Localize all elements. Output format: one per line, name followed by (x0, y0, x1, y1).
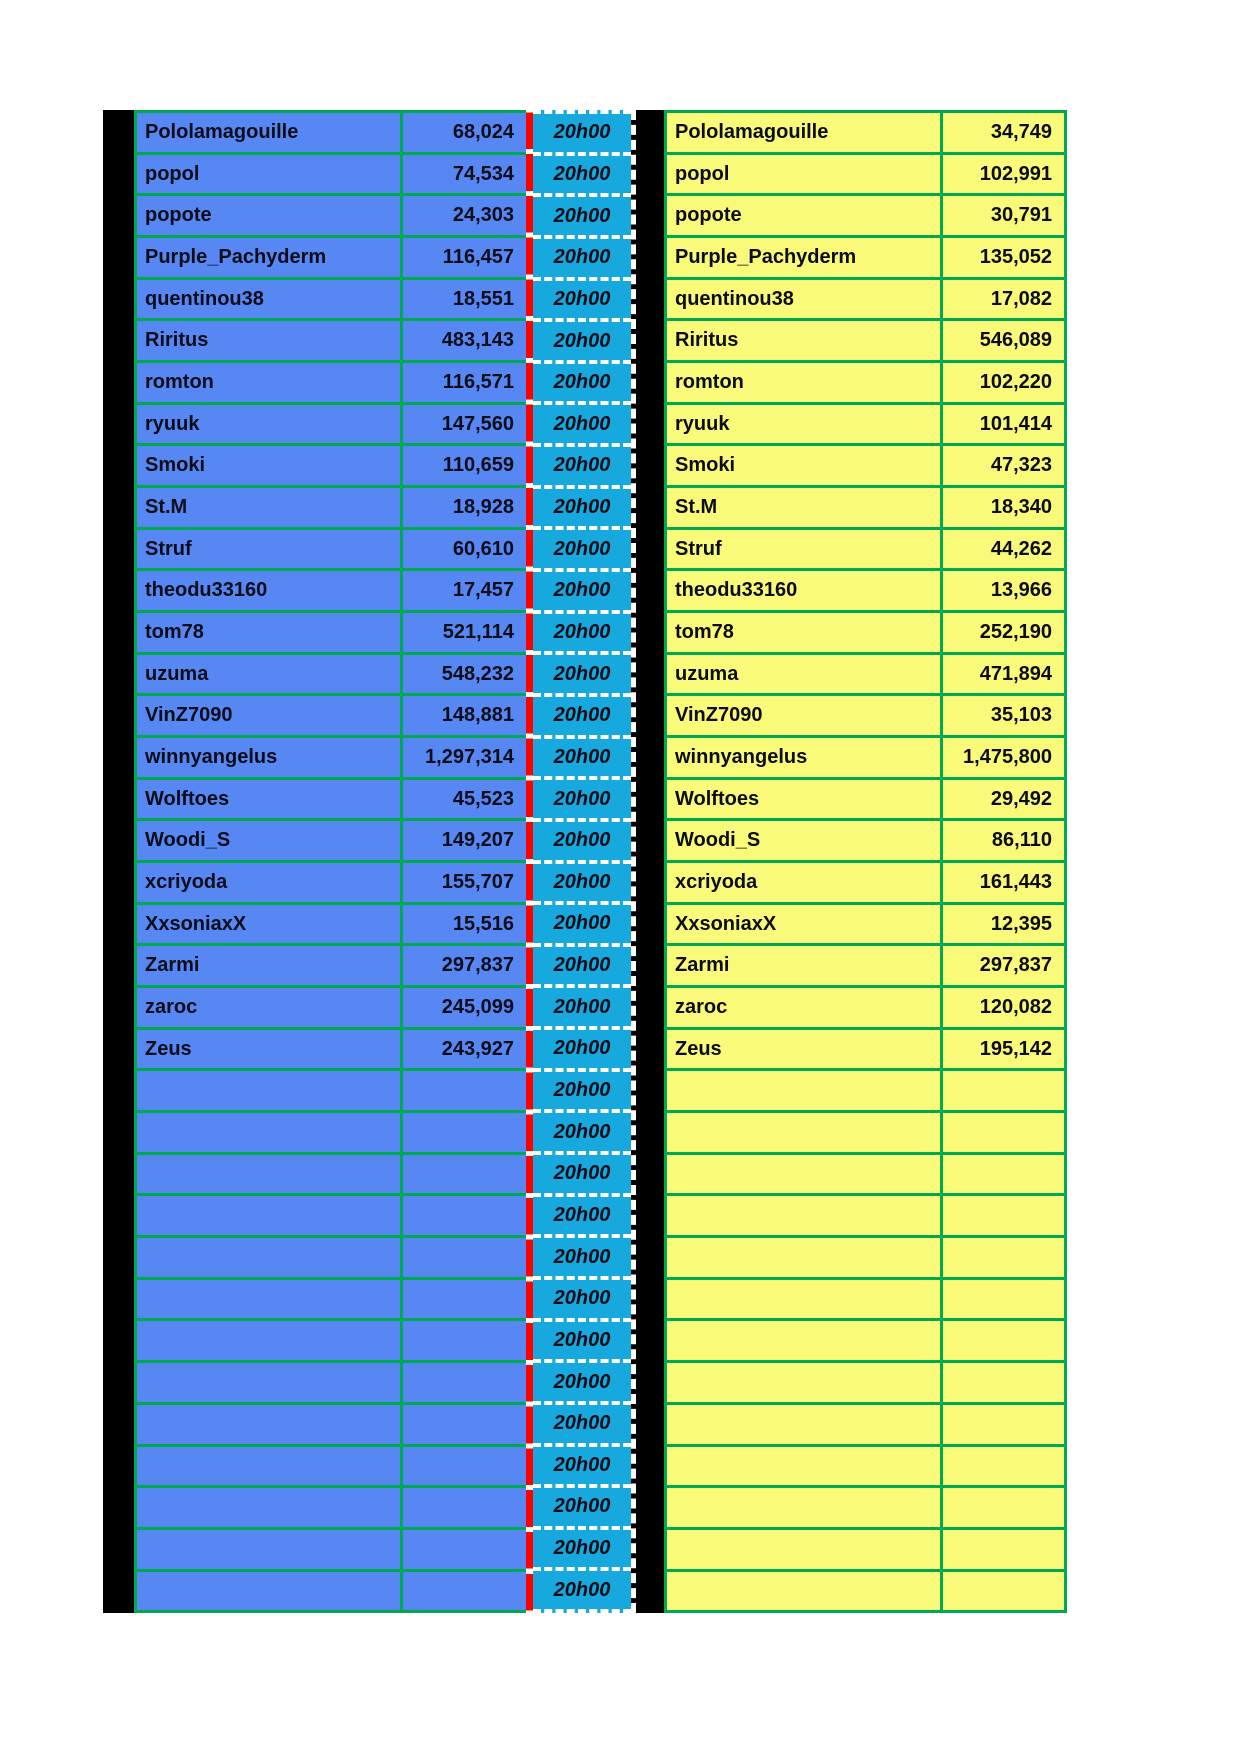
player-score-cell[interactable]: 147,560 (441, 412, 514, 435)
player-name-cell[interactable]: Zarmi (667, 946, 943, 985)
table-row (667, 1321, 1064, 1363)
table-row (667, 613, 1064, 655)
player-name-cell[interactable]: zaroc (667, 988, 943, 1027)
player-name-cell[interactable]: quentinou38 (667, 280, 943, 319)
player-score-cell[interactable]: 68,024 (452, 120, 514, 143)
player-name-cell[interactable]: xcriyoda (137, 863, 403, 902)
player-score-cell[interactable] (403, 1196, 526, 1235)
player-name-cell[interactable] (137, 1321, 403, 1360)
table-row (137, 1321, 526, 1363)
time-cell[interactable]: 20h00 (533, 360, 631, 402)
player-score-cell[interactable]: 86,110 (991, 829, 1052, 852)
table-row (667, 363, 1064, 405)
table-row (137, 1280, 526, 1322)
player-score-cell[interactable]: 483,143 (441, 329, 514, 352)
table-row (667, 1530, 1064, 1572)
player-name-cell[interactable]: Wolftoes (137, 780, 403, 819)
player-name-cell[interactable] (667, 1071, 943, 1110)
table-row (667, 780, 1064, 822)
player-name-cell[interactable] (137, 1530, 403, 1569)
table-row (137, 1238, 526, 1280)
player-score-cell[interactable]: 148,881 (441, 704, 514, 727)
time-cell[interactable]: 20h00 (533, 735, 631, 777)
player-score-cell[interactable] (943, 1530, 1064, 1569)
player-score-cell[interactable] (943, 1238, 1064, 1277)
player-score-cell[interactable] (943, 1321, 1064, 1360)
player-score-cell[interactable] (403, 1488, 526, 1527)
player-score-cell[interactable] (943, 1196, 1064, 1235)
player-name-cell[interactable]: Pololamagouille (137, 113, 403, 152)
table-row (137, 1530, 526, 1572)
player-score-cell[interactable]: 297,837 (441, 954, 514, 977)
player-score-cell[interactable] (943, 1113, 1064, 1152)
table-row (137, 1572, 526, 1614)
time-cell[interactable]: 20h00 (533, 485, 631, 527)
player-name-cell[interactable]: romton (137, 363, 403, 402)
table-row (667, 738, 1064, 780)
player-name-cell[interactable] (667, 1405, 943, 1444)
time-cell[interactable]: 20h00 (533, 818, 631, 860)
player-name-cell[interactable]: popote (137, 196, 403, 235)
player-score-cell[interactable] (403, 1238, 526, 1277)
table-row (137, 446, 526, 488)
table-row (137, 196, 526, 238)
player-name-cell[interactable] (137, 1447, 403, 1486)
time-cell[interactable]: 20h00 (533, 984, 631, 1026)
table-row (137, 613, 526, 655)
player-name-cell[interactable] (137, 1071, 403, 1110)
player-score-cell[interactable]: 252,190 (979, 620, 1052, 643)
time-cell[interactable]: 20h00 (533, 1359, 631, 1401)
time-cell[interactable]: 20h00 (533, 776, 631, 818)
player-name-cell[interactable]: theodu33160 (137, 571, 403, 610)
table-row (137, 1405, 526, 1447)
table-row (667, 1572, 1064, 1614)
time-cell[interactable]: 20h00 (533, 1484, 631, 1526)
time-cell[interactable]: 20h00 (533, 1567, 631, 1613)
player-score-cell[interactable]: 12,395 (990, 912, 1052, 935)
player-name-cell[interactable]: ryuuk (667, 405, 943, 444)
time-cell[interactable]: 20h00 (533, 860, 631, 902)
player-name-cell[interactable] (667, 1113, 943, 1152)
player-score-cell[interactable]: 29,492 (990, 787, 1052, 810)
player-name-cell[interactable]: uzuma (137, 655, 403, 694)
player-score-cell[interactable]: 18,928 (452, 495, 514, 518)
table-row (137, 780, 526, 822)
player-score-cell[interactable] (403, 1572, 526, 1611)
time-cell[interactable]: 20h00 (533, 943, 631, 985)
table-row (137, 155, 526, 197)
player-name-cell[interactable]: St.M (667, 488, 943, 527)
red-divider-line (526, 110, 533, 1613)
player-name-cell[interactable]: zaroc (137, 988, 403, 1027)
player-score-cell[interactable]: 17,457 (452, 579, 514, 602)
player-score-cell[interactable]: 102,220 (979, 370, 1052, 393)
time-cell[interactable]: 20h00 (533, 1318, 631, 1360)
black-separator-middle (636, 110, 664, 1613)
table-row (667, 405, 1064, 447)
player-score-cell[interactable] (943, 1405, 1064, 1444)
player-score-cell[interactable] (403, 1405, 526, 1444)
table-row (137, 530, 526, 572)
player-score-cell[interactable]: 74,534 (452, 162, 514, 185)
time-cell[interactable]: 20h00 (533, 1109, 631, 1151)
time-cell[interactable]: 20h00 (533, 1276, 631, 1318)
player-name-cell[interactable] (137, 1196, 403, 1235)
table-row (137, 1488, 526, 1530)
player-name-cell[interactable]: Zeus (667, 1030, 943, 1069)
player-name-cell[interactable] (137, 1572, 403, 1611)
table-row (667, 988, 1064, 1030)
table-row (137, 905, 526, 947)
player-name-cell[interactable] (137, 1155, 403, 1194)
player-score-cell[interactable]: 110,659 (442, 454, 514, 477)
player-score-cell[interactable]: 1,297,314 (425, 745, 514, 768)
player-name-cell[interactable] (667, 1488, 943, 1527)
table-row (137, 988, 526, 1030)
time-cell[interactable]: 20h00 (533, 1401, 631, 1443)
player-score-cell[interactable] (943, 1155, 1064, 1194)
time-cell[interactable]: 20h00 (533, 1526, 631, 1568)
player-name-cell[interactable]: Pololamagouille (667, 113, 943, 152)
table-row (667, 696, 1064, 738)
time-cell[interactable]: 20h00 (533, 901, 631, 943)
table-row (137, 238, 526, 280)
player-score-cell[interactable] (943, 1071, 1064, 1110)
player-name-cell[interactable]: ryuuk (137, 405, 403, 444)
player-name-cell[interactable]: tom78 (667, 613, 943, 652)
table-row (137, 363, 526, 405)
player-score-cell[interactable]: 521,114 (442, 620, 514, 643)
player-score-cell[interactable] (943, 1572, 1064, 1611)
player-name-cell[interactable] (667, 1238, 943, 1277)
player-score-cell[interactable]: 18,551 (452, 287, 514, 310)
table-row (667, 1071, 1064, 1113)
player-name-cell[interactable]: Smoki (137, 446, 403, 485)
time-cell[interactable]: 20h00 (533, 110, 631, 152)
player-name-cell[interactable]: winnyangelus (137, 738, 403, 777)
player-score-cell[interactable]: 102,991 (979, 162, 1052, 185)
player-name-cell[interactable] (667, 1155, 943, 1194)
player-name-cell[interactable]: VinZ7090 (667, 696, 943, 735)
player-score-cell[interactable]: 35,103 (990, 704, 1052, 727)
time-cell[interactable]: 20h00 (533, 1026, 631, 1068)
player-name-cell[interactable]: Woodi_S (137, 821, 403, 860)
table-row (137, 1155, 526, 1197)
table-row (667, 196, 1064, 238)
player-name-cell[interactable]: popol (667, 155, 943, 194)
table-row (667, 863, 1064, 905)
table-row (667, 1280, 1064, 1322)
table-row (137, 1196, 526, 1238)
player-name-cell[interactable]: Purple_Pachyderm (137, 238, 403, 277)
player-score-cell[interactable]: 471,894 (979, 662, 1052, 685)
player-score-cell[interactable]: 34,749 (990, 120, 1052, 143)
table-row (667, 655, 1064, 697)
player-score-cell[interactable]: 120,082 (979, 995, 1052, 1018)
table-row (137, 571, 526, 613)
table-row (667, 280, 1064, 322)
player-score-cell[interactable]: 47,323 (990, 454, 1052, 477)
player-name-cell[interactable] (137, 1238, 403, 1277)
player-name-cell[interactable]: xcriyoda (667, 863, 943, 902)
player-name-cell[interactable] (667, 1321, 943, 1360)
time-cell[interactable]: 20h00 (533, 152, 631, 194)
table-row (667, 1447, 1064, 1489)
player-score-cell[interactable] (403, 1155, 526, 1194)
player-score-cell[interactable]: 245,099 (441, 995, 514, 1018)
time-cell[interactable]: 20h00 (533, 318, 631, 360)
player-name-cell[interactable]: St.M (137, 488, 403, 527)
player-score-cell[interactable]: 24,303 (452, 204, 514, 227)
player-name-cell[interactable] (667, 1447, 943, 1486)
player-score-cell[interactable]: 13,966 (990, 579, 1052, 602)
player-name-cell[interactable]: Zeus (137, 1030, 403, 1069)
player-name-cell[interactable] (137, 1113, 403, 1152)
table-row (667, 1405, 1064, 1447)
player-score-cell[interactable] (943, 1447, 1064, 1486)
player-name-cell[interactable]: Wolftoes (667, 780, 943, 819)
player-score-cell[interactable]: 17,082 (990, 287, 1052, 310)
player-score-cell[interactable]: 1,475,800 (963, 745, 1052, 768)
player-name-cell[interactable] (667, 1572, 943, 1611)
time-cell[interactable]: 20h00 (533, 1193, 631, 1235)
player-name-cell[interactable] (137, 1488, 403, 1527)
player-score-cell[interactable]: 297,837 (979, 954, 1052, 977)
table-row (137, 863, 526, 905)
player-score-cell[interactable]: 195,142 (979, 1037, 1052, 1060)
player-name-cell[interactable]: XxsoniaxX (667, 905, 943, 944)
table-row (667, 946, 1064, 988)
time-cell[interactable]: 20h00 (533, 193, 631, 235)
player-name-cell[interactable] (137, 1280, 403, 1319)
left-score-table (134, 110, 526, 1613)
time-cell[interactable]: 20h00 (533, 526, 631, 568)
player-name-cell[interactable]: Smoki (667, 446, 943, 485)
table-row (667, 1155, 1064, 1197)
time-cell[interactable]: 20h00 (533, 235, 631, 277)
table-row (137, 1113, 526, 1155)
player-score-cell[interactable]: 161,443 (979, 870, 1052, 893)
player-name-cell[interactable] (667, 1280, 943, 1319)
player-name-cell[interactable]: VinZ7090 (137, 696, 403, 735)
player-name-cell[interactable] (667, 1196, 943, 1235)
table-row (667, 1488, 1064, 1530)
player-name-cell[interactable]: romton (667, 363, 943, 402)
player-name-cell[interactable]: tom78 (137, 613, 403, 652)
player-name-cell[interactable]: quentinou38 (137, 280, 403, 319)
table-row (137, 405, 526, 447)
table-row (667, 571, 1064, 613)
table-row (667, 113, 1064, 155)
player-score-cell[interactable]: 116,571 (442, 370, 514, 393)
right-score-table (664, 110, 1067, 1613)
table-row (137, 1071, 526, 1113)
table-row (667, 238, 1064, 280)
player-name-cell[interactable]: theodu33160 (667, 571, 943, 610)
black-separator-left (103, 110, 134, 1613)
player-score-cell[interactable]: 548,232 (441, 662, 514, 685)
table-row (137, 1447, 526, 1489)
table-row (667, 1196, 1064, 1238)
time-cell[interactable]: 20h00 (533, 443, 631, 485)
table-row (137, 696, 526, 738)
player-score-cell[interactable]: 243,927 (441, 1037, 514, 1060)
table-row (137, 1363, 526, 1405)
player-score-cell[interactable] (943, 1280, 1064, 1319)
player-score-cell[interactable]: 60,610 (452, 537, 514, 560)
table-row (667, 488, 1064, 530)
player-score-cell[interactable]: 18,340 (990, 495, 1052, 518)
player-name-cell[interactable]: popote (667, 196, 943, 235)
table-row (667, 155, 1064, 197)
player-score-cell[interactable] (943, 1488, 1064, 1527)
player-name-cell[interactable] (667, 1363, 943, 1402)
player-score-cell[interactable] (403, 1113, 526, 1152)
table-row (667, 446, 1064, 488)
time-cell[interactable]: 20h00 (533, 568, 631, 610)
table-row (667, 1113, 1064, 1155)
player-score-cell[interactable] (403, 1280, 526, 1319)
time-cell[interactable]: 20h00 (533, 1151, 631, 1193)
player-score-cell[interactable]: 155,707 (441, 870, 514, 893)
table-row (137, 738, 526, 780)
table-row (137, 321, 526, 363)
player-name-cell[interactable]: Riritus (667, 321, 943, 360)
table-row (667, 321, 1064, 363)
player-name-cell[interactable]: Purple_Pachyderm (667, 238, 943, 277)
time-cell[interactable]: 20h00 (533, 651, 631, 693)
time-cell[interactable]: 20h00 (533, 1068, 631, 1110)
table-row (667, 905, 1064, 947)
player-score-cell[interactable]: 101,414 (979, 412, 1052, 435)
player-name-cell[interactable] (137, 1405, 403, 1444)
player-name-cell[interactable]: popol (137, 155, 403, 194)
time-column (533, 110, 636, 1613)
player-name-cell[interactable]: Zarmi (137, 946, 403, 985)
table-row (667, 1363, 1064, 1405)
player-score-cell[interactable]: 116,457 (442, 245, 514, 268)
player-name-cell[interactable] (667, 1530, 943, 1569)
table-row (137, 821, 526, 863)
player-score-cell[interactable]: 149,207 (441, 829, 514, 852)
table-row (137, 488, 526, 530)
table-row (137, 280, 526, 322)
table-row (137, 113, 526, 155)
player-score-cell[interactable] (403, 1363, 526, 1402)
time-cell[interactable]: 20h00 (533, 693, 631, 735)
time-cell[interactable]: 20h00 (533, 610, 631, 652)
player-score-cell[interactable] (403, 1071, 526, 1110)
player-name-cell[interactable]: Woodi_S (667, 821, 943, 860)
player-name-cell[interactable] (137, 1363, 403, 1402)
table-row (137, 655, 526, 697)
player-score-cell[interactable] (943, 1363, 1064, 1402)
player-name-cell[interactable]: winnyangelus (667, 738, 943, 777)
table-row (667, 821, 1064, 863)
player-score-cell[interactable] (403, 1321, 526, 1360)
table-row (667, 1030, 1064, 1072)
time-cell[interactable]: 20h00 (533, 1443, 631, 1485)
time-cell[interactable]: 20h00 (533, 401, 631, 443)
player-score-cell[interactable]: 44,262 (990, 537, 1052, 560)
player-name-cell[interactable]: XxsoniaxX (137, 905, 403, 944)
player-name-cell[interactable]: uzuma (667, 655, 943, 694)
player-score-cell[interactable] (403, 1530, 526, 1569)
player-name-cell[interactable]: Struf (667, 530, 943, 569)
player-score-cell[interactable]: 135,052 (979, 245, 1052, 268)
player-score-cell[interactable]: 15,516 (452, 912, 514, 935)
table-row (137, 1030, 526, 1072)
player-score-cell[interactable]: 546,089 (979, 329, 1052, 352)
player-score-cell[interactable]: 45,523 (452, 787, 514, 810)
time-cell[interactable]: 20h00 (533, 277, 631, 319)
table-row (667, 530, 1064, 572)
time-cell[interactable]: 20h00 (533, 1234, 631, 1276)
table-row (667, 1238, 1064, 1280)
table-row (137, 946, 526, 988)
player-score-cell[interactable] (403, 1447, 526, 1486)
player-name-cell[interactable]: Struf (137, 530, 403, 569)
player-name-cell[interactable]: Riritus (137, 321, 403, 360)
player-score-cell[interactable]: 30,791 (990, 204, 1052, 227)
